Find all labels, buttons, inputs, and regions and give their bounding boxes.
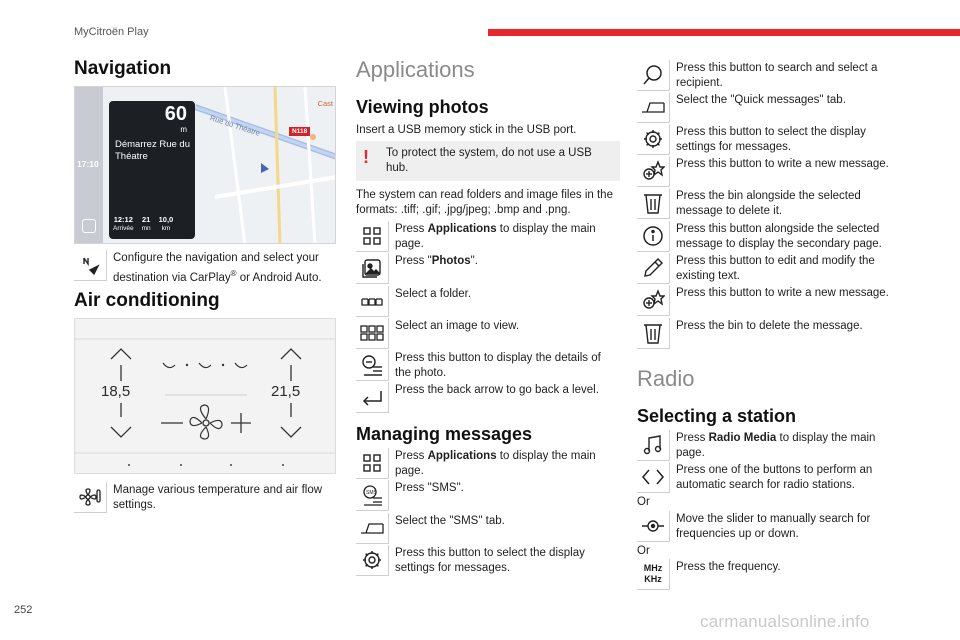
nav-sidebar	[75, 87, 103, 243]
music-note-icon	[637, 430, 670, 461]
distance-value: 60	[164, 103, 187, 125]
message-step-6: Select the "Quick messages" tab.	[637, 92, 901, 123]
folder-icon	[356, 286, 389, 317]
left-temperature: 18,5	[101, 383, 131, 400]
navigation-icon	[74, 250, 107, 281]
message-step-9: Press the bin alongside the selected message to delete it.	[637, 188, 901, 219]
message-step-5: Press this button to search and select a recipient.	[637, 60, 901, 91]
air-conditioning-item-text: Manage various temperature and air flow settings.	[113, 484, 323, 511]
slider-icon	[637, 511, 670, 542]
message-step-8: Press this button to write a new message.	[637, 156, 901, 187]
viewing-photos-heading: Viewing photos	[356, 97, 489, 117]
message-step-10: Press this button alongside the selected message to display the secondary page.	[637, 221, 901, 252]
applications-grid-icon	[356, 221, 389, 252]
warning-text: To protect the system, do not use a USB hub.	[386, 147, 592, 174]
new-message-icon	[637, 156, 670, 187]
road-label: Rue du Théatre	[208, 113, 262, 138]
arrival-time: 12:12	[113, 215, 133, 224]
radio-heading: Radio	[637, 366, 695, 391]
guidance-panel	[109, 101, 195, 239]
details-icon	[356, 350, 389, 381]
photo-step-6: Press the back arrow to go back a level.	[356, 382, 620, 413]
air-conditioning-screen-image	[74, 318, 336, 474]
managing-messages-heading: Managing messages	[356, 424, 533, 444]
message-step-2: SMS Press "SMS".	[356, 480, 620, 511]
climate-icon	[74, 482, 107, 513]
message-step-11: Press this button to edit and modify the existing text.	[637, 253, 901, 284]
sms-icon	[356, 480, 389, 511]
tab-icon	[356, 513, 389, 544]
photos-icon	[356, 253, 389, 284]
warning-exclamation-icon: !	[363, 147, 369, 167]
air-conditioning-item	[74, 482, 336, 513]
header-accent-bar	[488, 29, 960, 36]
message-step-3: Select the "SMS" tab.	[356, 513, 620, 544]
applications-grid-icon	[356, 448, 389, 479]
radio-step-3: Move the slider to manually search for frequencies up or down.	[637, 511, 901, 542]
message-step-1: Press Applications to display the main page.	[356, 448, 620, 479]
duration-value: 21	[141, 215, 151, 224]
navigation-heading: Navigation	[74, 58, 172, 79]
air-conditioning-heading: Air conditioning	[74, 290, 220, 311]
or-separator: Or	[637, 496, 650, 508]
arrival-label: Arrivée	[113, 225, 134, 232]
home-button-icon	[82, 219, 96, 233]
warning-box	[356, 141, 620, 181]
photo-step-1: Press Applications to display the main page.	[356, 221, 620, 252]
info-icon	[637, 221, 670, 252]
message-step-13: Press the bin to delete the message.	[637, 318, 901, 349]
search-icon	[637, 60, 670, 91]
town-label: Cast	[317, 99, 333, 108]
radio-step-2: Press one of the buttons to perform an automatic search for radio stations.	[637, 462, 901, 493]
remaining-value: 10,0	[158, 215, 174, 224]
remaining-unit: km	[161, 225, 171, 232]
bin-icon	[637, 188, 670, 219]
or-separator: Or	[637, 545, 650, 557]
message-step-4: Press this button to select the display settings for messages.	[356, 545, 620, 576]
mhz-khz-icon: MHz KHz	[637, 559, 670, 590]
page-number: 252	[14, 604, 33, 616]
image-grid-icon	[356, 318, 389, 349]
usb-instruction: Insert a USB memory stick in the USB port.	[356, 124, 577, 136]
trip-stats	[113, 216, 173, 233]
tab-icon	[637, 92, 670, 123]
radio-step-4: MHz KHz Press the frequency.	[637, 559, 901, 590]
message-step-12: Press this button to write a new message.	[637, 285, 901, 316]
running-header: MyCitroën Play	[74, 26, 149, 38]
photo-step-3: Select a folder.	[356, 286, 620, 317]
navigation-item-text: Configure the navigation and select your destination via CarPlay® or Android Auto.	[113, 252, 322, 284]
clock: 17:10	[77, 159, 99, 169]
radio-step-1: Press Radio Media to display the main page.	[637, 430, 901, 461]
applications-heading: Applications	[356, 57, 475, 82]
photo-step-2: Press "Photos".	[356, 253, 620, 284]
settings-gear-icon	[356, 545, 389, 576]
chevrons-icon	[637, 462, 670, 493]
edit-pencil-icon	[637, 253, 670, 284]
back-arrow-icon	[356, 382, 389, 413]
photo-step-4: Select an image to view.	[356, 318, 620, 349]
navigation-screen-image	[74, 86, 336, 244]
message-step-7: Press this button to select the display settings for messages.	[637, 124, 901, 155]
bin-icon	[637, 318, 670, 349]
duration-unit: mn	[141, 225, 151, 232]
navigation-item	[74, 250, 336, 286]
svg-text:SMS: SMS	[366, 490, 377, 496]
distance-unit: m	[180, 125, 187, 134]
selecting-station-heading: Selecting a station	[637, 406, 797, 426]
watermark: carmanualsonline.info	[700, 612, 870, 631]
guidance-instruction: Démarrez Rue du Théatre	[115, 139, 190, 162]
new-message-icon	[637, 285, 670, 316]
settings-gear-icon	[637, 124, 670, 155]
route-badge: N118	[289, 127, 310, 136]
right-temperature: 21,5	[271, 383, 301, 400]
photo-step-5: Press this button to display the details of the photo.	[356, 350, 620, 381]
formats-text: The system can read folders and image files in the formats: .tiff; .gif; .jpg/jpeg; .bmp and .png.	[356, 189, 613, 216]
